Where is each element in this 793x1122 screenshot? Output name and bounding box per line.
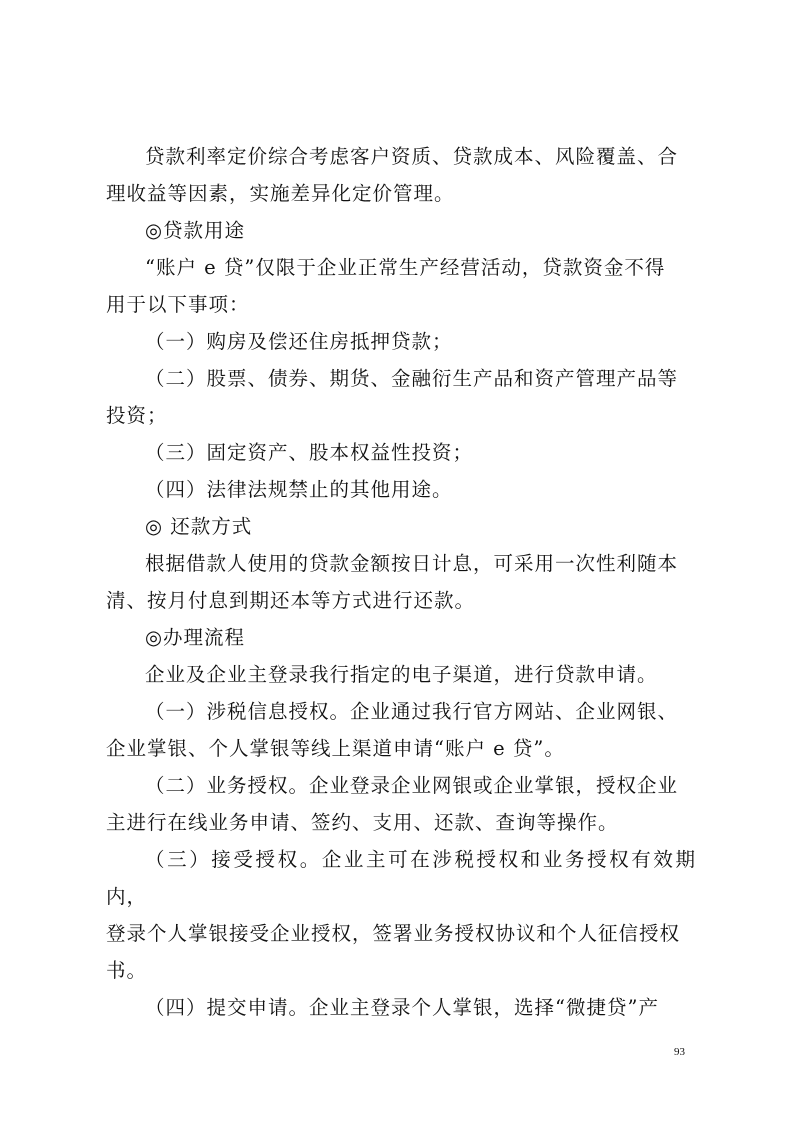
list-item [106,693,696,767]
text-line: ◎贷款用途 [145,219,246,242]
text-line: 用于以下事项： [106,293,250,316]
text-line: （二）股票、债券、期货、金融衍生产品和资产管理产品等 [145,367,679,390]
text-line: 贷款利率定价综合考虑客户资质、贷款成本、风险覆盖、合 [145,145,679,168]
text-line: （一）涉税信息授权。企业通过我行官方网站、企业网银、 [145,700,679,723]
text-line: ◎ 还款方式 [145,515,253,538]
text-line: 企业掌银、个人掌银等线上渠道申请“账户 e 贷”。 [106,737,565,760]
text-line: （四）法律法规禁止的其他用途。 [145,478,453,501]
text-line: ◎办理流程 [145,626,246,649]
list-item [106,989,696,1026]
section-heading [106,212,696,249]
text-line: 企业及企业主登录我行指定的电子渠道，进行贷款申请。 [145,663,658,686]
list-item [106,471,696,508]
list-item [106,841,696,989]
list-item [106,360,696,434]
text-line: （三）固定资产、股本权益性投资； [145,441,474,464]
page-number: 93 [674,1046,685,1058]
text-line: 登录个人掌银接受企业授权，签署业务授权协议和个人征信授权 [106,922,681,945]
text-line: 书。 [106,959,148,982]
text-line: （二）业务授权。企业登录企业网银或企业掌银，授权企业 [145,774,679,797]
text-line: 理收益等因素，实施差异化定价管理。 [106,182,455,205]
text-line: “账户 e 贷”仅限于企业正常生产经营活动，贷款资金不得 [145,256,666,279]
document-body [106,138,696,1026]
paragraph [106,138,696,212]
text-line: 主进行在线业务申请、签约、支用、还款、查询等操作。 [106,811,619,834]
text-line: （四）提交申请。企业主登录个人掌银，选择“微捷贷”产 [145,996,659,1019]
text-line: 投资； [106,404,168,427]
list-item [106,434,696,471]
paragraph [106,249,696,323]
text-line: （一）购房及偿还住房抵押贷款； [145,330,453,353]
text-line: 清、按月付息到期还本等方式进行还款。 [106,589,476,612]
paragraph [106,656,696,693]
text-line: （三）接受授权。企业主可在涉税授权和业务授权有效期内， [106,848,696,908]
list-item [106,323,696,360]
section-heading [106,508,696,545]
section-heading [106,619,696,656]
text-line: 根据借款人使用的贷款金额按日计息，可采用一次性利随本 [145,552,679,575]
list-item [106,767,696,841]
paragraph [106,545,696,619]
